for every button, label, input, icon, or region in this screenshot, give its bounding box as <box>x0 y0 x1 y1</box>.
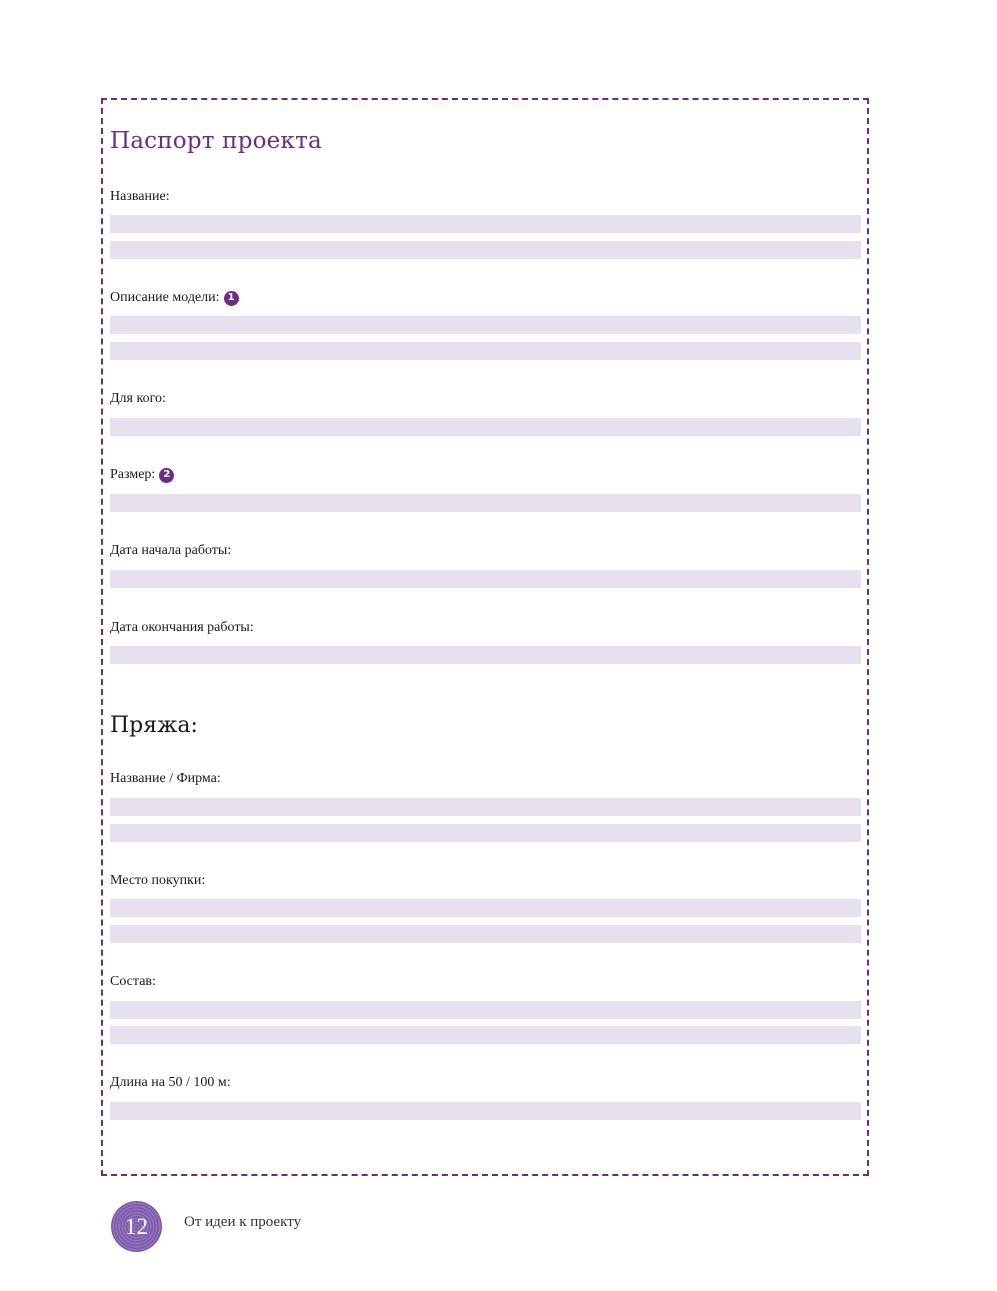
note-1-icon: 1 <box>224 291 239 306</box>
end-date-field-line[interactable] <box>110 646 861 664</box>
page-number-badge <box>111 1201 162 1252</box>
page-title: Паспорт проекта <box>110 128 322 154</box>
yarn-name-label <box>110 771 221 787</box>
purchase-place-field-line-2[interactable] <box>110 925 861 943</box>
composition-field-line-2[interactable] <box>110 1026 861 1044</box>
chapter-title: От идеи к проекту <box>184 1214 302 1230</box>
size-label-text: Размер: <box>110 467 156 482</box>
purchase-place-field-line-1[interactable] <box>110 899 861 917</box>
name-field-line-1[interactable] <box>110 215 861 233</box>
for-whom-label-text: Для кого: <box>110 391 166 406</box>
length-label-text: Длина на 50 / 100 м: <box>110 1075 231 1090</box>
length-label <box>110 1075 231 1091</box>
length-field-line[interactable] <box>110 1102 861 1120</box>
name-field-line-2[interactable] <box>110 241 861 259</box>
note-2-icon: 2 <box>159 468 174 483</box>
page-number: 12 <box>125 1213 148 1239</box>
composition-label <box>110 974 156 990</box>
composition-label-text: Состав: <box>110 974 156 989</box>
description-field-line-2[interactable] <box>110 342 861 360</box>
name-label-text: Название: <box>110 189 170 204</box>
start-date-field-line[interactable] <box>110 570 861 588</box>
description-label <box>110 290 239 306</box>
description-label-text: Описание модели: <box>110 290 220 305</box>
purchase-place-label-text: Место покупки: <box>110 873 206 888</box>
size-field-line[interactable] <box>110 494 861 512</box>
start-date-label <box>110 543 231 559</box>
yarn-section-title: Пряжа: <box>110 713 198 738</box>
start-date-label-text: Дата начала работы: <box>110 543 232 558</box>
name-label <box>110 189 170 205</box>
description-field-line-1[interactable] <box>110 316 861 334</box>
for-whom-field-line[interactable] <box>110 418 861 436</box>
yarn-name-field-line-1[interactable] <box>110 798 861 816</box>
yarn-name-label-text: Название / Фирма: <box>110 771 221 786</box>
end-date-label <box>110 620 254 636</box>
for-whom-label <box>110 391 166 407</box>
size-label <box>110 467 174 483</box>
purchase-place-label <box>110 873 205 889</box>
yarn-name-field-line-2[interactable] <box>110 824 861 842</box>
end-date-label-text: Дата окончания работы: <box>110 620 254 635</box>
composition-field-line-1[interactable] <box>110 1001 861 1019</box>
